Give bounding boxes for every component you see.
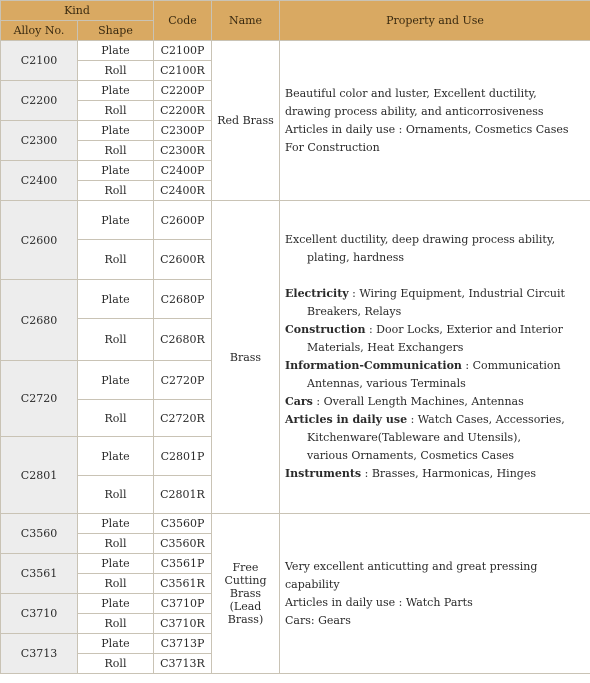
code-cell: C3561P [154,554,212,574]
property-line: plating, hardness [307,251,405,264]
code-cell: C3710R [154,614,212,634]
shape-cell: Plate [78,554,154,574]
name-line: Brass [229,587,262,600]
code-cell: C3710P [154,594,212,614]
alloy-cell: C2400 [1,161,78,201]
header-property: Property and Use [280,1,590,41]
shape-cell: Roll [78,141,154,161]
alloy-cell: C2200 [1,81,78,121]
use-instruments: Instruments : Brasses, Harmonicas, Hinges [285,467,536,480]
shape-cell: Plate [78,634,154,654]
code-cell: C3561R [154,574,212,594]
use-electricity: Electricity : Wiring Equipment, Industrial Circuit [285,287,565,300]
shape-cell: Roll [78,654,154,674]
code-cell: C2400R [154,181,212,201]
shape-cell: Plate [78,280,154,319]
property-line: Antennas, various Terminals [307,377,466,390]
code-cell: C3560P [154,514,212,534]
code-cell: C2680R [154,319,212,361]
property-line: Kitchenware(Tableware and Utensils), [307,431,521,444]
name-line: Free Cutting [224,561,267,587]
code-cell: C2801R [154,476,212,514]
shape-cell: Roll [78,614,154,634]
code-cell: C2680P [154,280,212,319]
code-cell: C2600R [154,240,212,280]
shape-cell: Roll [78,181,154,201]
alloy-cell: C2801 [1,437,78,514]
use-information: Information-Communication : Communication [285,359,561,372]
shape-cell: Roll [78,574,154,594]
code-cell: C2100R [154,61,212,81]
shape-cell: Plate [78,514,154,534]
header-code: Code [154,1,212,41]
code-cell: C2300R [154,141,212,161]
property-line: Very excellent anticutting and great pressing capability [285,559,538,591]
property-line: Breakers, Relays [307,305,402,318]
alloy-cell: C3710 [1,594,78,634]
code-cell: C2100P [154,41,212,61]
code-cell: C3560R [154,534,212,554]
code-cell: C2720R [154,400,212,437]
shape-cell: Roll [78,61,154,81]
name-line: (Lead Brass) [227,600,264,626]
alloy-cell: C2680 [1,280,78,361]
shape-cell: Roll [78,534,154,554]
shape-cell: Plate [78,81,154,101]
shape-cell: Roll [78,319,154,361]
code-cell: C2200R [154,101,212,121]
use-cars: Cars : Overall Length Machines, Antennas [285,395,524,408]
header-shape: Shape [78,21,154,41]
shape-cell: Roll [78,240,154,280]
property-line: Beautiful color and luster, Excellent ductility, [285,86,537,100]
property-line: Cars: Gears [285,613,351,627]
alloy-cell: C2100 [1,41,78,81]
property-line: Excellent ductility, deep drawing process ability, [285,233,556,246]
header-alloy-no: Alloy No. [1,21,78,41]
code-cell: C2400P [154,161,212,181]
property-line: For Construction [285,140,380,154]
property-line: Articles in daily use : Watch Parts [285,595,473,609]
property-line: Articles in daily use : Ornaments, Cosmetics Cases [285,122,569,136]
property-line: Materials, Heat Exchangers [307,341,464,354]
alloy-cell: C3560 [1,514,78,554]
code-cell: C2300P [154,121,212,141]
name-cell-red-brass: Red Brass [212,41,280,201]
code-cell: C2600P [154,201,212,240]
header-kind: Kind [1,1,154,21]
property-cell-lead-brass [280,514,590,674]
property-cell-red-brass [280,41,590,201]
code-cell: C3713P [154,634,212,654]
alloy-cell: C3561 [1,554,78,594]
shape-cell: Plate [78,41,154,61]
property-line: various Ornaments, Cosmetics Cases [307,449,515,462]
shape-cell: Plate [78,161,154,181]
shape-cell: Plate [78,361,154,400]
code-cell: C2801P [154,437,212,476]
code-cell: C3713R [154,654,212,674]
shape-cell: Roll [78,400,154,437]
name-cell-lead-brass [212,514,280,674]
alloy-cell: C2720 [1,361,78,437]
shape-cell: Roll [78,101,154,121]
code-cell: C2720P [154,361,212,400]
name-cell-brass: Brass [212,201,280,514]
shape-cell: Plate [78,437,154,476]
header-name: Name [212,1,280,41]
shape-cell: Roll [78,476,154,514]
alloy-cell: C2300 [1,121,78,161]
code-cell: C2200P [154,81,212,101]
alloy-cell: C2600 [1,201,78,280]
use-daily: Articles in daily use : Watch Cases, Accessories, [285,413,565,426]
shape-cell: Plate [78,594,154,614]
property-line: drawing process ability, and anticorrosiveness [285,104,544,118]
shape-cell: Plate [78,121,154,141]
property-cell-brass [280,201,590,514]
use-construction: Construction : Door Locks, Exterior and Interior [285,323,563,336]
alloy-cell: C3713 [1,634,78,674]
shape-cell: Plate [78,201,154,240]
